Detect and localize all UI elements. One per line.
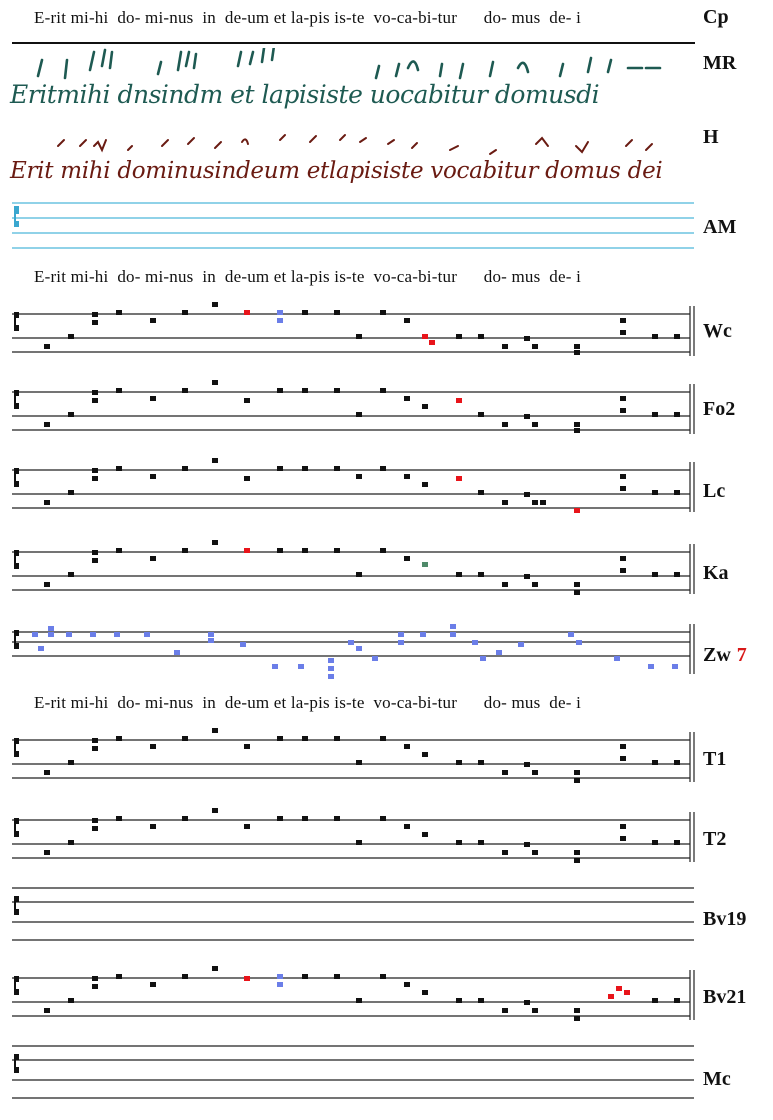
staff-mc: [8, 1042, 698, 1109]
label-bv21: Bv21: [703, 986, 747, 1008]
staff-fo2: [8, 378, 698, 445]
clef-icon: [14, 630, 19, 649]
label-mc: Mc: [703, 1068, 731, 1090]
clef-icon: [14, 550, 19, 569]
staff-ka: [8, 538, 698, 605]
zw-staff: [8, 618, 698, 680]
clef-icon: [14, 1054, 19, 1073]
clef-icon: [14, 818, 19, 837]
fo2-staff: [8, 378, 698, 440]
staff-bv21: [8, 964, 698, 1031]
staff-wc: [8, 300, 698, 367]
clef-icon: [14, 976, 19, 995]
clef-icon: [14, 206, 19, 227]
t2-staff: [8, 806, 698, 868]
label-fo2: Fo2: [703, 398, 736, 420]
label-zw-text: Zw: [703, 644, 731, 666]
h-neumes: [10, 128, 690, 158]
label-mr: MR: [703, 52, 737, 74]
ka-staff: [8, 538, 698, 600]
staff-t1: [8, 726, 698, 793]
lyrics-line-2: E-rit mi-hi do- mi-nus in de-um et la-pis is-te vo-ca-bi-tur do- mus de- i: [34, 267, 581, 286]
label-t2: T2: [703, 828, 727, 850]
h-text: Erit mihi dominusindeum etlapisiste vocabitur domus dei: [10, 158, 663, 184]
staff-am: [8, 200, 698, 259]
label-wc: Wc: [703, 320, 732, 342]
clef-icon: [14, 390, 19, 409]
staff-zw: [8, 618, 698, 685]
label-zw: [703, 644, 747, 667]
label-zw-count: 7: [736, 644, 747, 666]
clef-icon: [14, 312, 19, 331]
clef-icon: [14, 468, 19, 487]
bv19-staff: [8, 884, 698, 946]
staff-bv19: [8, 884, 698, 951]
wc-staff: [8, 300, 698, 362]
am-staff-lines: [8, 200, 698, 254]
bv21-staff: [8, 964, 698, 1026]
t1-staff: [8, 726, 698, 788]
mc-staff: [8, 1042, 698, 1104]
clef-icon: [14, 738, 19, 757]
label-t1: T1: [703, 748, 727, 770]
lyrics-line-3: E-rit mi-hi do- mi-nus in de-um et la-pis is-te vo-ca-bi-tur do- mus de- i: [34, 693, 581, 712]
label-h: H: [703, 126, 719, 148]
staff-t2: [8, 806, 698, 873]
clef-icon: [14, 896, 19, 915]
header-divider: [12, 42, 695, 44]
header-lyrics: E-rit mi-hi do- mi-nus in de-um et la-pis is-te vo-ca-bi-tur do- mus de- i: [34, 8, 581, 27]
label-cp: Cp: [703, 6, 729, 28]
label-bv19: Bv19: [703, 908, 747, 930]
staff-lc: [8, 456, 698, 523]
label-am: AM: [703, 216, 737, 238]
mr-text: Eritmihi dnsindm et lapisiste uocabitur domusdi: [10, 80, 600, 109]
label-lc: Lc: [703, 480, 726, 502]
lc-staff: [8, 456, 698, 518]
label-ka: Ka: [703, 562, 729, 584]
